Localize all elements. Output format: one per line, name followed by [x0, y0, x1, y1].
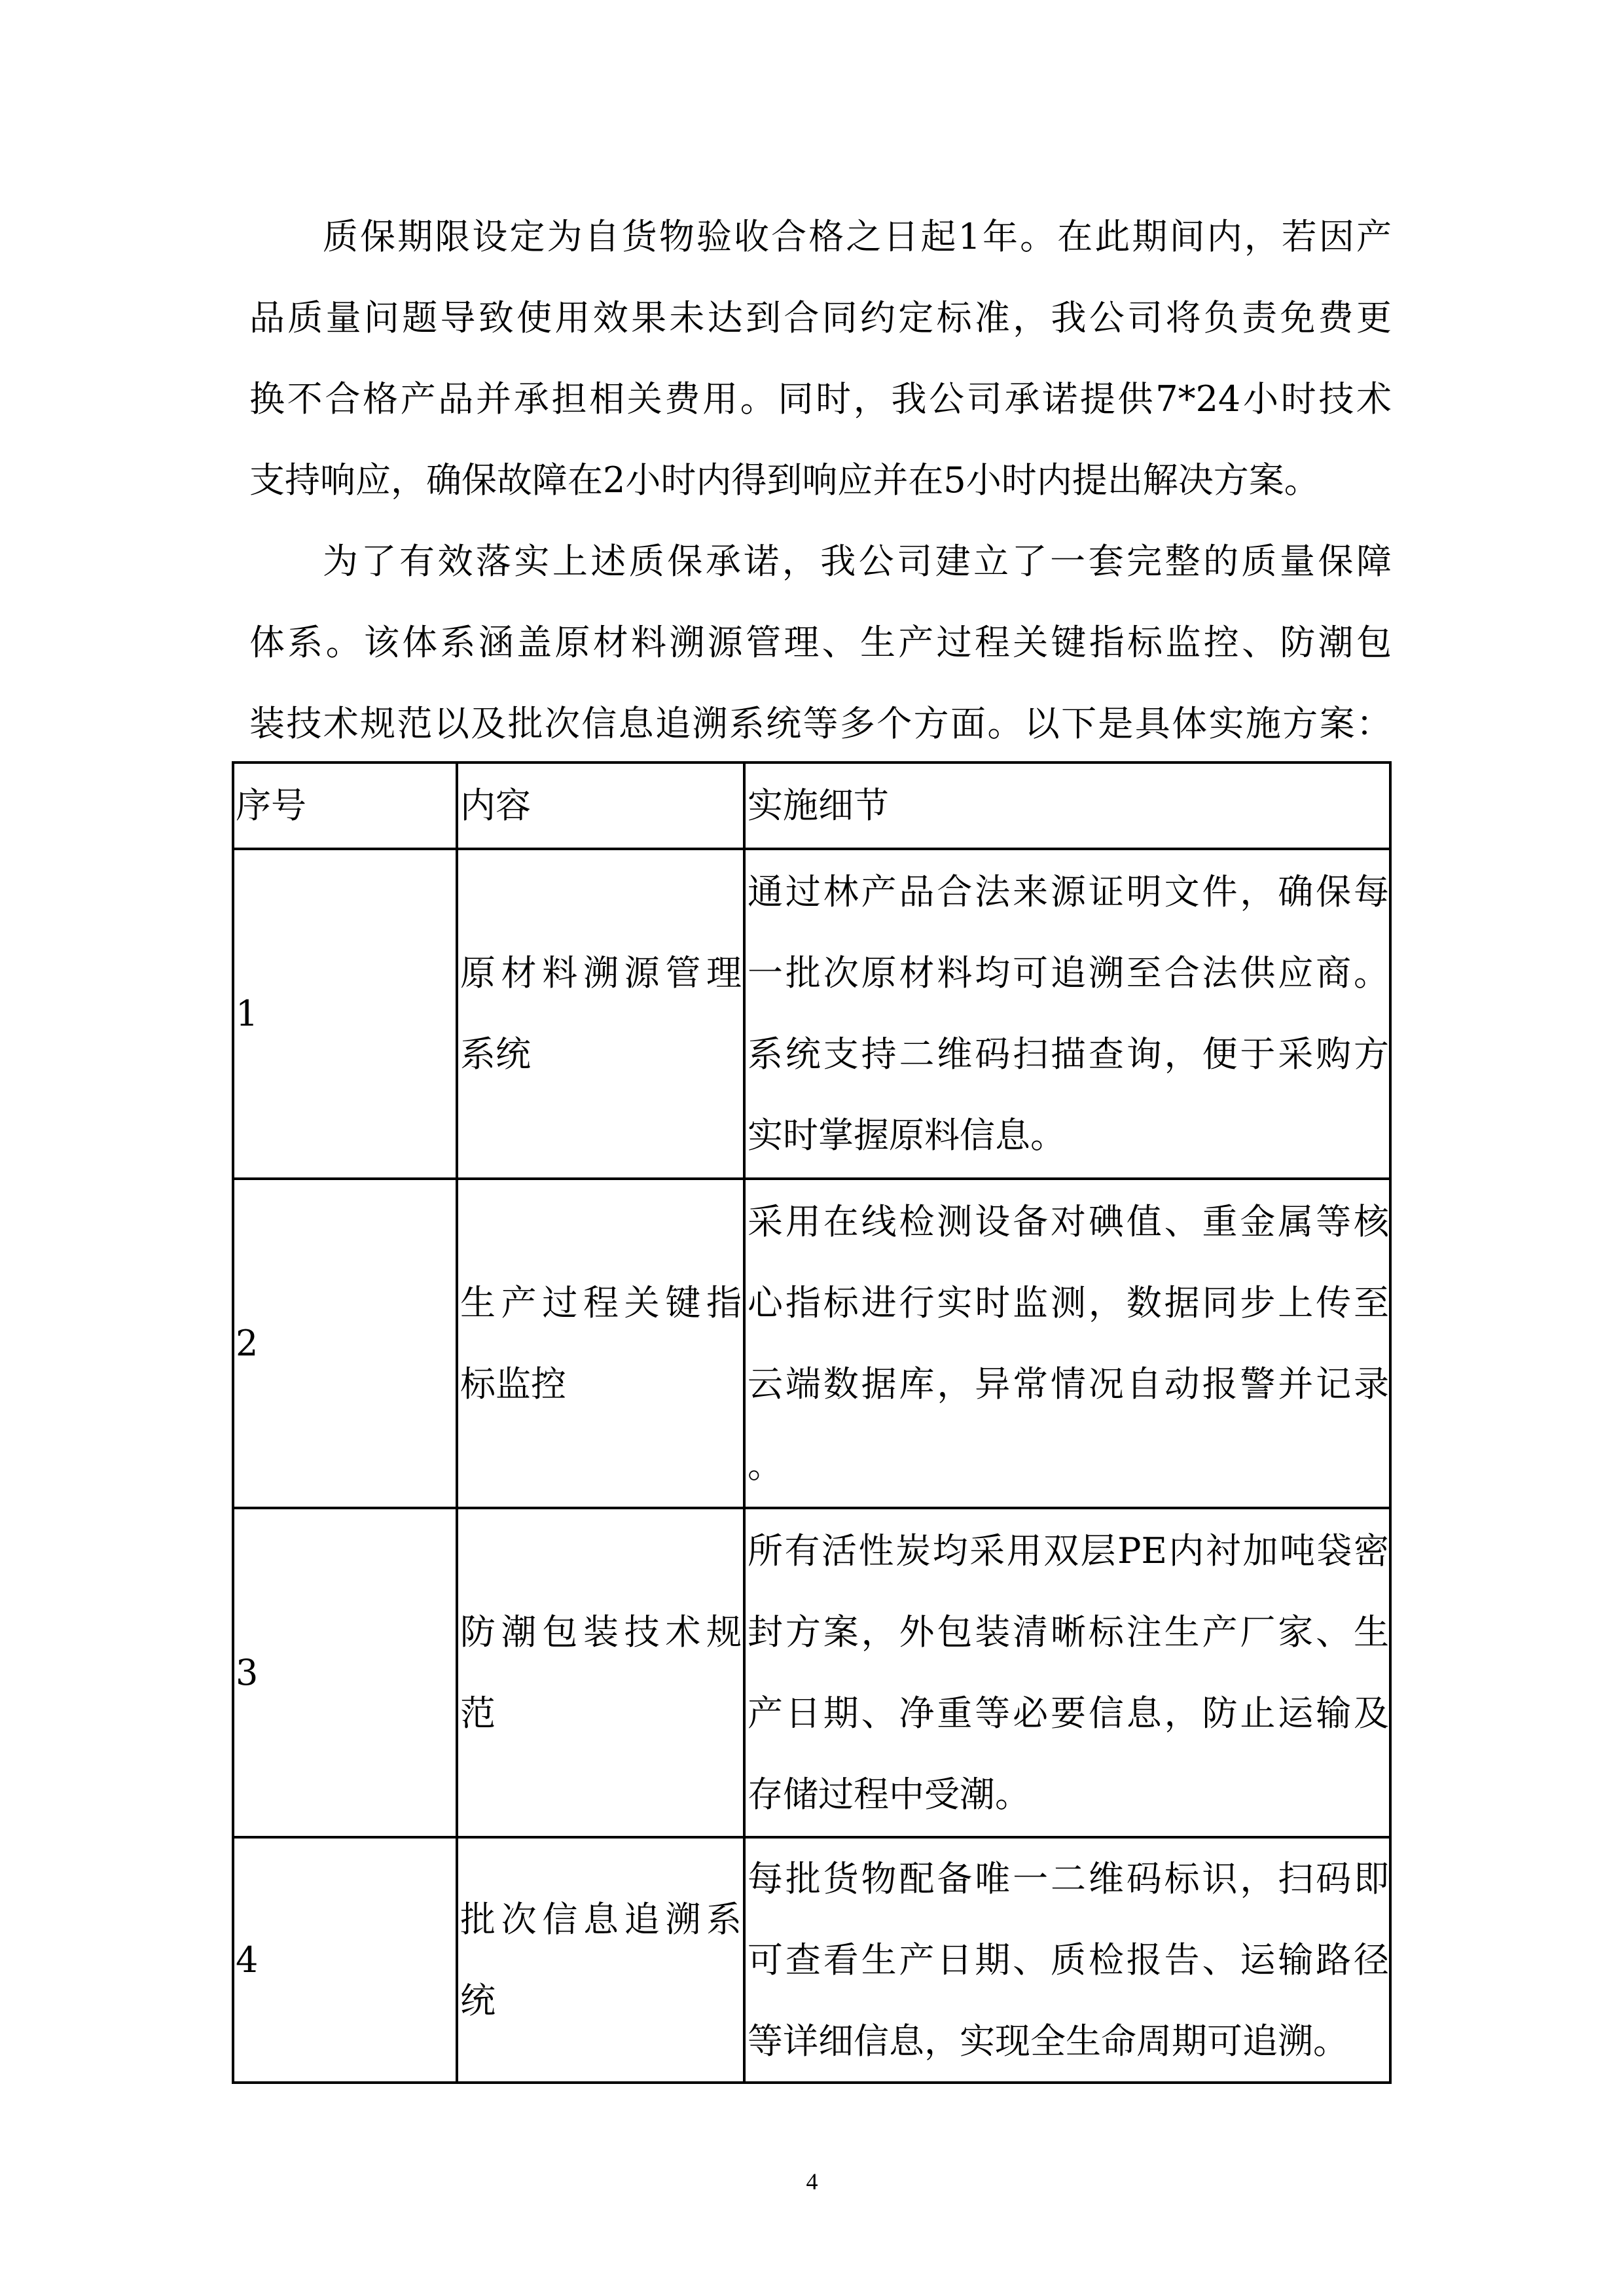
paragraph-line: 支持响应，确保故障在2小时内得到响应并在5小时内提出解决方案。	[249, 459, 1320, 501]
content-line: 原材料溯源管理	[460, 952, 742, 994]
header-label: 内容	[460, 785, 531, 826]
table-row-3-detail	[748, 1509, 1389, 1836]
header-label: 实施细节	[748, 785, 889, 826]
table-row-4-no	[236, 1839, 454, 2081]
paragraph-warranty-period	[249, 196, 1392, 521]
table-row-2-no	[236, 1180, 454, 1507]
row-number: 2	[236, 1322, 259, 1364]
header-label: 序号	[236, 785, 306, 826]
detail-line: 封方案，外包装清晰标注生产厂家、生	[748, 1611, 1389, 1653]
detail-line: 一批次原材料均可追溯至合法供应商。	[748, 952, 1389, 994]
detail-line: 心指标进行实时监测，数据同步上传至	[748, 1282, 1389, 1323]
detail-line: 系统支持二维码扫描查询，便于采购方	[748, 1033, 1389, 1075]
table-row-1-no	[236, 850, 454, 1177]
row-number: 3	[236, 1651, 259, 1693]
content-line: 批次信息追溯系	[460, 1898, 742, 1940]
table-row-2-content	[460, 1180, 742, 1507]
table-row-4-content	[460, 1839, 742, 2081]
detail-line: 实时掌握原料信息。	[748, 1115, 1066, 1156]
detail-line: 存储过程中受潮。	[748, 1773, 1030, 1815]
header-cell-content	[460, 764, 742, 848]
content-line: 标监控	[460, 1363, 566, 1405]
column-divider	[743, 764, 746, 2081]
detail-line: 云端数据库，异常情况自动报警并记录	[748, 1363, 1389, 1405]
detail-line: 每批货物配备唯一二维码标识，扫码即	[748, 1857, 1389, 1899]
paragraph-line: 装技术规范以及批次信息追溯系统等多个方面。以下是具体实施方案：	[249, 703, 1392, 744]
table-row-1-detail	[748, 850, 1389, 1177]
header-cell-no	[236, 764, 454, 848]
content-line: 生产过程关键指	[460, 1282, 742, 1323]
detail-line: 等详细信息，实现全生命周期可追溯。	[748, 2020, 1348, 2062]
table-row-1-content	[460, 850, 742, 1177]
content-line: 系统	[460, 1033, 531, 1075]
content-line: 范	[460, 1692, 496, 1734]
table-row-3-content	[460, 1509, 742, 1836]
content-line: 防潮包装技术规	[460, 1611, 742, 1653]
column-divider	[456, 764, 458, 2081]
paragraph-line: 换不合格产品并承担相关费用。同时，我公司承诺提供7*24小时技术	[249, 378, 1392, 420]
table-row-2-detail	[748, 1180, 1389, 1507]
implementation-table	[232, 761, 1392, 2084]
detail-line: 可查看生产日期、质检报告、运输路径	[748, 1939, 1389, 1981]
paragraph-line: 质保期限设定为自货物验收合格之日起1年。在此期间内，若因产	[323, 216, 1392, 257]
row-number: 1	[236, 993, 259, 1034]
detail-line: 产日期、净重等必要信息，防止运输及	[748, 1692, 1389, 1734]
table-row-3-no	[236, 1509, 454, 1836]
paragraph-quality-system	[249, 521, 1392, 764]
page-number: 4	[806, 2168, 818, 2195]
detail-line: 。	[748, 1444, 783, 1486]
paragraph-line: 品质量问题导致使用效果未达到合同约定标准，我公司将负责免费更	[249, 297, 1392, 338]
paragraph-line: 体系。该体系涵盖原材料溯源管理、生产过程关键指标监控、防潮包	[249, 622, 1392, 663]
table-row-4-detail	[748, 1839, 1389, 2081]
detail-line: 采用在线检测设备对碘值、重金属等核	[748, 1200, 1389, 1242]
header-cell-detail	[748, 764, 1389, 848]
row-number: 4	[236, 1939, 259, 1981]
detail-line: 所有活性炭均采用双层PE内衬加吨袋密	[748, 1530, 1389, 1571]
content-line: 统	[460, 1979, 496, 2021]
paragraph-line: 为了有效落实上述质保承诺，我公司建立了一套完整的质量保障	[323, 541, 1392, 582]
detail-line: 通过林产品合法来源证明文件，确保每	[748, 871, 1389, 912]
